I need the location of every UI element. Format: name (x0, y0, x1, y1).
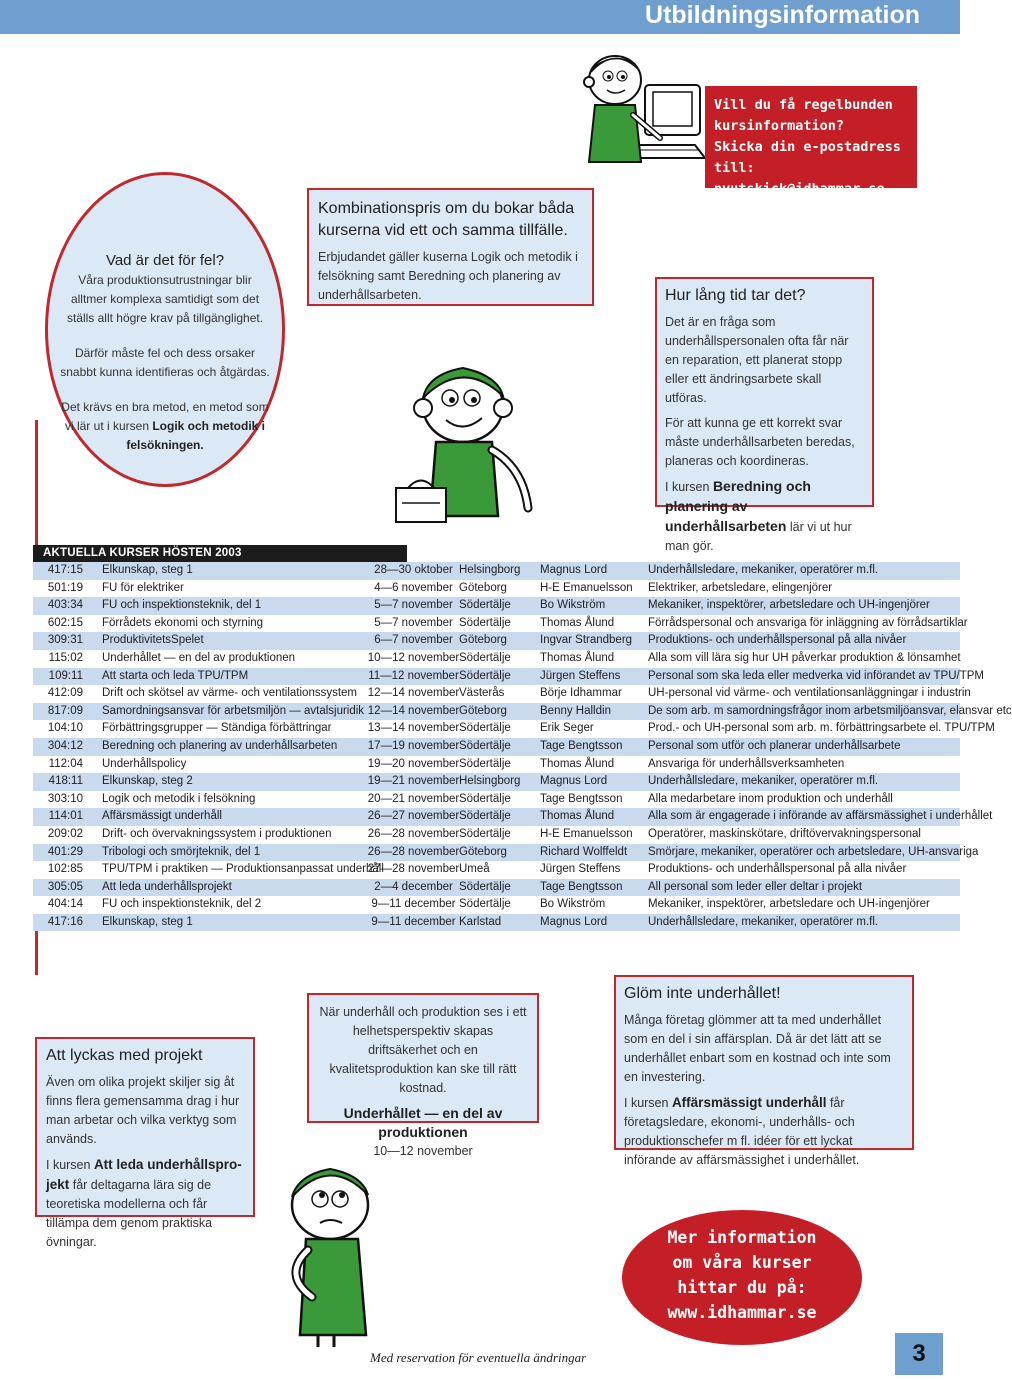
course-audience: Elektriker, arbetsledare, elingenjörer (648, 581, 833, 594)
course-city: Västerås (459, 687, 505, 700)
table-row (33, 738, 960, 756)
table-header: AKTUELLA KURSER HÖSTEN 2003 (33, 545, 407, 562)
course-audience: Mekaniker, inspektörer, arbetsledare och UH-ingenjörer (648, 898, 930, 911)
subscribe-line: Skicka din e-postadress till: (714, 139, 901, 176)
course-code: 304:12 (47, 739, 83, 752)
info-line: om våra kurser (672, 1253, 812, 1272)
course-date: 10—12 november (373, 1144, 473, 1158)
cartoon-computer-man-icon (575, 50, 710, 170)
course-date: 26—28 november (367, 827, 460, 840)
course-city: Göteborg (459, 581, 507, 594)
box-paragraph: För att kunna ge ett korrekt svar måste underhållsarbeten beredas, planeras och koordineras. (665, 416, 855, 468)
course-code: 412:09 (47, 687, 83, 700)
table-row (33, 826, 960, 844)
box-text: Erbjudandet gäller kuserna Logik och metodik i felsökning samt Beredning och planering av underhållsarbeten. (318, 250, 578, 302)
course-leader: Thomas Ålund (540, 757, 615, 770)
course-city: Södertälje (459, 669, 511, 682)
course-audience: Personal som ska leda eller medverka vid införandet av TPU/TPM (648, 669, 984, 682)
course-code: 401:29 (47, 845, 83, 858)
how-long-box (655, 277, 874, 553)
course-code: 305:05 (47, 880, 83, 893)
table-row (33, 615, 968, 633)
forget-maintenance-box (614, 975, 914, 1167)
course-audience: Smörjare, mekaniker, operatörer och arbetsledare, UH-ansvariga (648, 845, 979, 858)
course-date: 20—21 november (367, 792, 460, 805)
course-leader: Magnus Lord (540, 915, 608, 928)
oval-paragraph: Våra produktionsutrustningar blir alltmer komplexa samtidigt som det ställs allt högre krav på tillgänglighet. (66, 273, 264, 325)
course-audience: Underhållsledare, mekaniker, operatörer m.fl. (648, 564, 879, 576)
table-row (33, 861, 960, 879)
table-row (33, 773, 960, 791)
course-date: 26—27 november (367, 810, 460, 823)
course-code: 102:85 (47, 863, 83, 876)
course-audience: Underhållsledare, mekaniker, operatörer m.fl. (648, 915, 879, 928)
course-leader: Thomas Ålund (540, 651, 615, 664)
table-row (33, 720, 995, 738)
course-name: ProduktivitetsSpelet (102, 634, 204, 647)
page-number: 3 (895, 1333, 943, 1375)
box-title: Glöm inte underhållet! (624, 985, 781, 1002)
course-name: Förrådets ekonomi och styrning (102, 616, 264, 629)
table-row (33, 703, 1012, 721)
course-audience: De som arb. m samordningsfrågor inom arbetsmiljöansvar, elansvar etc (648, 704, 1012, 717)
course-name: Affärsmässigt underhåll (102, 810, 222, 823)
box-title: Kombinationspris om du bokar båda kurserna vid ett och samma tillfälle. (318, 200, 575, 239)
course-city: Södertälje (459, 757, 511, 770)
course-date: 2—4 december (374, 880, 453, 893)
course-date: 12—14 november (367, 704, 460, 717)
oval-paragraph: Därför måste fel och dess orsaker snabbt kunna identifieras och åtgärdas. (60, 346, 270, 379)
box-paragraph: I kursen Affärsmässigt underhåll får företagsledare, ekonomi-, underhålls- och produktionschefer m fl. idéer för ett lyckat införande av affärsmässighet i underhållet. (624, 1095, 860, 1167)
course-code: 309:31 (47, 634, 83, 647)
box-text: När underhåll och produktion ses i ett helhetsperspektiv skapas driftsäkerhet och en kvalitetsproduktion kan ske till rätt kostnad. (319, 1005, 527, 1095)
course-leader: H-E Emanuelsson (540, 827, 633, 840)
course-audience: Produktions- och underhållspersonal på alla nivåer (648, 634, 907, 647)
cartoon-thinking-man-icon (272, 1135, 392, 1350)
page-title: Utbildningsinformation (645, 1, 920, 29)
table-row (33, 650, 960, 668)
course-leader: Benny Halldin (540, 704, 611, 717)
course-city: Göteborg (459, 704, 507, 717)
more-info-oval (622, 1210, 862, 1345)
course-highlight: Att leda underhållspro-jekt (46, 1157, 242, 1192)
course-name: Elkunskap, steg 1 (102, 915, 193, 928)
course-leader: Jürgen Steffens (540, 669, 621, 682)
course-audience: Ansvariga för underhållsverksamheten (648, 757, 845, 770)
box-title: Att lyckas med projekt (46, 1047, 203, 1064)
course-leader: H-E Emanuelsson (540, 581, 633, 594)
footer-note: Med reservation för eventuella ändringar (370, 1350, 587, 1365)
project-box (35, 1037, 255, 1249)
subscribe-email[interactable]: nyutskick@idhammar.se (714, 181, 885, 197)
course-city: Göteborg (459, 634, 507, 647)
course-code: 104:10 (47, 722, 83, 735)
subscribe-box (705, 86, 917, 197)
table-body (33, 562, 1012, 931)
course-name: FU och inspektionsteknik, del 2 (102, 898, 262, 911)
header-bar (0, 0, 960, 34)
course-code: 602:15 (47, 616, 83, 629)
table-row (33, 580, 960, 598)
course-date: 27—28 november (367, 863, 460, 876)
table-row (33, 685, 971, 703)
course-audience: All personal som leder eller deltar i projekt (648, 880, 863, 893)
oval-paragraph: Det krävs en bra metod, en metod som vi lär ut i kursen Logik och metodik i felsökningen. (61, 400, 269, 452)
course-audience: Alla som är engagerade i införande av affärsmässighet i underhållet (648, 810, 993, 823)
course-name: FU för elektriker (102, 581, 184, 594)
course-date: 9—11 december (371, 915, 456, 928)
course-leader: Magnus Lord (540, 775, 608, 788)
course-highlight: Logik och metodik i felsökningen. (126, 419, 266, 452)
course-leader: Richard Wolffeldt (540, 845, 628, 858)
course-city: Södertälje (459, 651, 511, 664)
course-city: Umeå (459, 863, 490, 876)
course-name: Samordningsansvar för arbetsmiljön — avtalsjuridik (102, 704, 365, 717)
table-row (33, 808, 993, 826)
course-audience: Personal som utför och planerar underhållsarbete (648, 739, 901, 752)
course-city: Karlstad (459, 915, 502, 928)
troubleshooting-oval (45, 172, 285, 487)
course-code: 209:02 (47, 827, 83, 840)
subscribe-line: kursinformation? (714, 118, 845, 134)
course-name: Underhållspolicy (102, 757, 187, 770)
course-date: 9—11 december (371, 898, 456, 911)
course-code: 109:11 (48, 669, 83, 682)
table-row (33, 791, 960, 809)
course-name: FU och inspektionsteknik, del 1 (102, 599, 262, 612)
course-city: Södertälje (459, 810, 511, 823)
box-paragraph: I kursen Beredning och planering av underhållsarbeten lär vi ut hur man gör. (665, 478, 852, 553)
course-audience: Operatörer, maskinskötare, driftövervakningspersonal (648, 827, 921, 840)
course-date: 19—21 november (367, 775, 460, 788)
table-row (33, 632, 960, 650)
course-name: Beredning och planering av underhållsarbeten (102, 739, 338, 752)
course-code: 114:01 (48, 810, 83, 823)
course-highlight: Affärsmässigt underhåll (671, 1095, 827, 1110)
course-audience: Mekaniker, inspektörer, arbetsledare och UH-ingenjörer (648, 599, 930, 612)
box-paragraph: I kursen Att leda underhållspro-jekt får deltagarna lära sig de teoretiska modellerna och får tillämpa dem genom praktiska övningar. (46, 1157, 242, 1249)
course-name: Logik och metodik i felsökning (102, 792, 256, 805)
course-code: 115:02 (48, 651, 83, 664)
box-paragraph: Det är en fråga som underhållspersonalen ofta får när en reparation, ett planerat stopp eller ett ändringsarbete skall utföras. (665, 315, 849, 405)
course-leader: Bo Wikström (540, 898, 606, 911)
course-code: 418:11 (48, 775, 83, 788)
course-date: 17—19 november (367, 739, 460, 752)
course-city: Helsingborg (459, 775, 521, 788)
course-audience: Förrådspersonal och ansvariga för inläggning av förrådsartiklar (648, 616, 968, 629)
course-date: 26—28 november (367, 845, 460, 858)
combination-price-box (307, 188, 594, 306)
oval-title: Vad är det för fel? (105, 252, 225, 269)
course-audience: UH-personal vid värme- och ventilationsanläggningar i industrin (648, 687, 971, 700)
course-code: 404:14 (47, 898, 83, 911)
course-code: 417:16 (47, 915, 83, 928)
course-date: 11—12 november (368, 669, 459, 682)
course-leader: Tage Bengtsson (540, 739, 623, 752)
course-city: Södertälje (459, 792, 511, 805)
course-code: 417:15 (47, 564, 83, 576)
course-audience: Alla som vill lära sig hur UH påverkar produktion & lönsamhet (648, 651, 961, 664)
course-leader: Börje Idhammar (540, 687, 622, 700)
course-code: 501:19 (47, 581, 83, 594)
course-date: 5—7 november (374, 599, 453, 612)
course-city: Södertälje (459, 739, 511, 752)
course-audience: Alla medarbetare inom produktion och underhåll (648, 792, 893, 805)
table-row (33, 668, 984, 686)
course-leader: Tage Bengtsson (540, 792, 623, 805)
box-paragraph: Många företag glömmer att ta med underhållet som en del i sin affärsplan. Då är det lätt att se underhållet enbart som en kostnad och inte som en investering. (624, 1013, 891, 1084)
course-leader: Ingvar Strandberg (540, 634, 633, 647)
course-date: 5—7 november (374, 616, 453, 629)
course-code: 112:04 (48, 757, 83, 770)
course-city: Södertälje (459, 898, 511, 911)
subscribe-line: Vill du få regelbunden (714, 97, 893, 113)
course-code: 817:09 (47, 704, 83, 717)
course-code: 303:10 (47, 792, 83, 805)
course-leader: Thomas Ålund (540, 810, 615, 823)
course-date: 13—14 november (367, 722, 460, 735)
course-audience: Underhållsledare, mekaniker, operatörer m.fl. (648, 775, 879, 788)
course-name: Elkunskap, steg 2 (102, 775, 193, 788)
box-paragraph: Även om olika projekt skiljer sig åt finns flera gemensamma drag i hur man arbetar och vilka verktyg som används. (46, 1075, 240, 1146)
course-leader: Magnus Lord (540, 564, 608, 576)
table-row (33, 896, 960, 914)
table-row (33, 914, 960, 932)
website-link[interactable]: www.idhammar.se (667, 1303, 817, 1322)
course-leader: Jürgen Steffens (540, 863, 621, 876)
cartoon-toolbox-man-icon (388, 358, 538, 526)
course-audience: Prod.- och UH-personal som arb. m. förbättringsarbete el. TPU/TPM (648, 722, 995, 735)
table-row (33, 844, 979, 862)
course-code: 403:34 (47, 599, 83, 612)
course-highlight: Beredning och planering av underhållsarbeten (665, 478, 811, 534)
course-name: Tribologi och smörjteknik, del 1 (102, 845, 261, 858)
table-row (33, 756, 960, 774)
course-name: Elkunskap, steg 1 (102, 564, 193, 576)
table-row (33, 562, 960, 580)
course-name: Drift och skötsel av värme- och ventilationssystem (102, 687, 358, 700)
course-date: 28—30 oktober (374, 564, 453, 576)
courses-table (33, 545, 1012, 931)
info-line: hittar du på: (677, 1278, 807, 1297)
course-city: Helsingborg (459, 564, 521, 576)
course-name: Drift- och övervakningssystem i produktionen (102, 827, 332, 840)
course-date: 6—7 november (374, 634, 453, 647)
info-line: Mer information (667, 1228, 817, 1247)
course-name: Att starta och leda TPU/TPM (102, 669, 249, 682)
table-row (33, 879, 960, 897)
course-name: Att leda underhållsprojekt (102, 880, 232, 893)
course-leader: Tage Bengtsson (540, 880, 623, 893)
course-date: 19—20 november (367, 757, 460, 770)
course-name: Förbättringsgrupper — Ständiga förbättringar (102, 722, 332, 735)
course-name: TPU/TPM i praktiken — Produktionsanpassat underhåll (102, 863, 384, 876)
table-row (33, 597, 960, 615)
course-highlight: Underhållet — en del av produktionen (343, 1105, 503, 1140)
course-leader: Erik Seger (540, 722, 594, 735)
course-date: 10—12 november (367, 651, 460, 664)
course-city: Södertälje (459, 616, 511, 629)
course-audience: Produktions- och underhållspersonal på alla nivåer (648, 863, 907, 876)
course-city: Södertälje (459, 827, 511, 840)
course-date: 12—14 november (367, 687, 460, 700)
course-city: Södertälje (459, 880, 511, 893)
course-city: Södertälje (459, 722, 511, 735)
box-title: Hur lång tid tar det? (665, 287, 806, 304)
course-city: Södertälje (459, 599, 511, 612)
course-name: Underhållet — en del av produktionen (102, 651, 296, 664)
course-date: 4—6 november (374, 581, 453, 594)
course-leader: Bo Wikström (540, 599, 606, 612)
course-city: Göteborg (459, 845, 507, 858)
production-box (307, 993, 539, 1158)
course-leader: Thomas Ålund (540, 616, 615, 629)
